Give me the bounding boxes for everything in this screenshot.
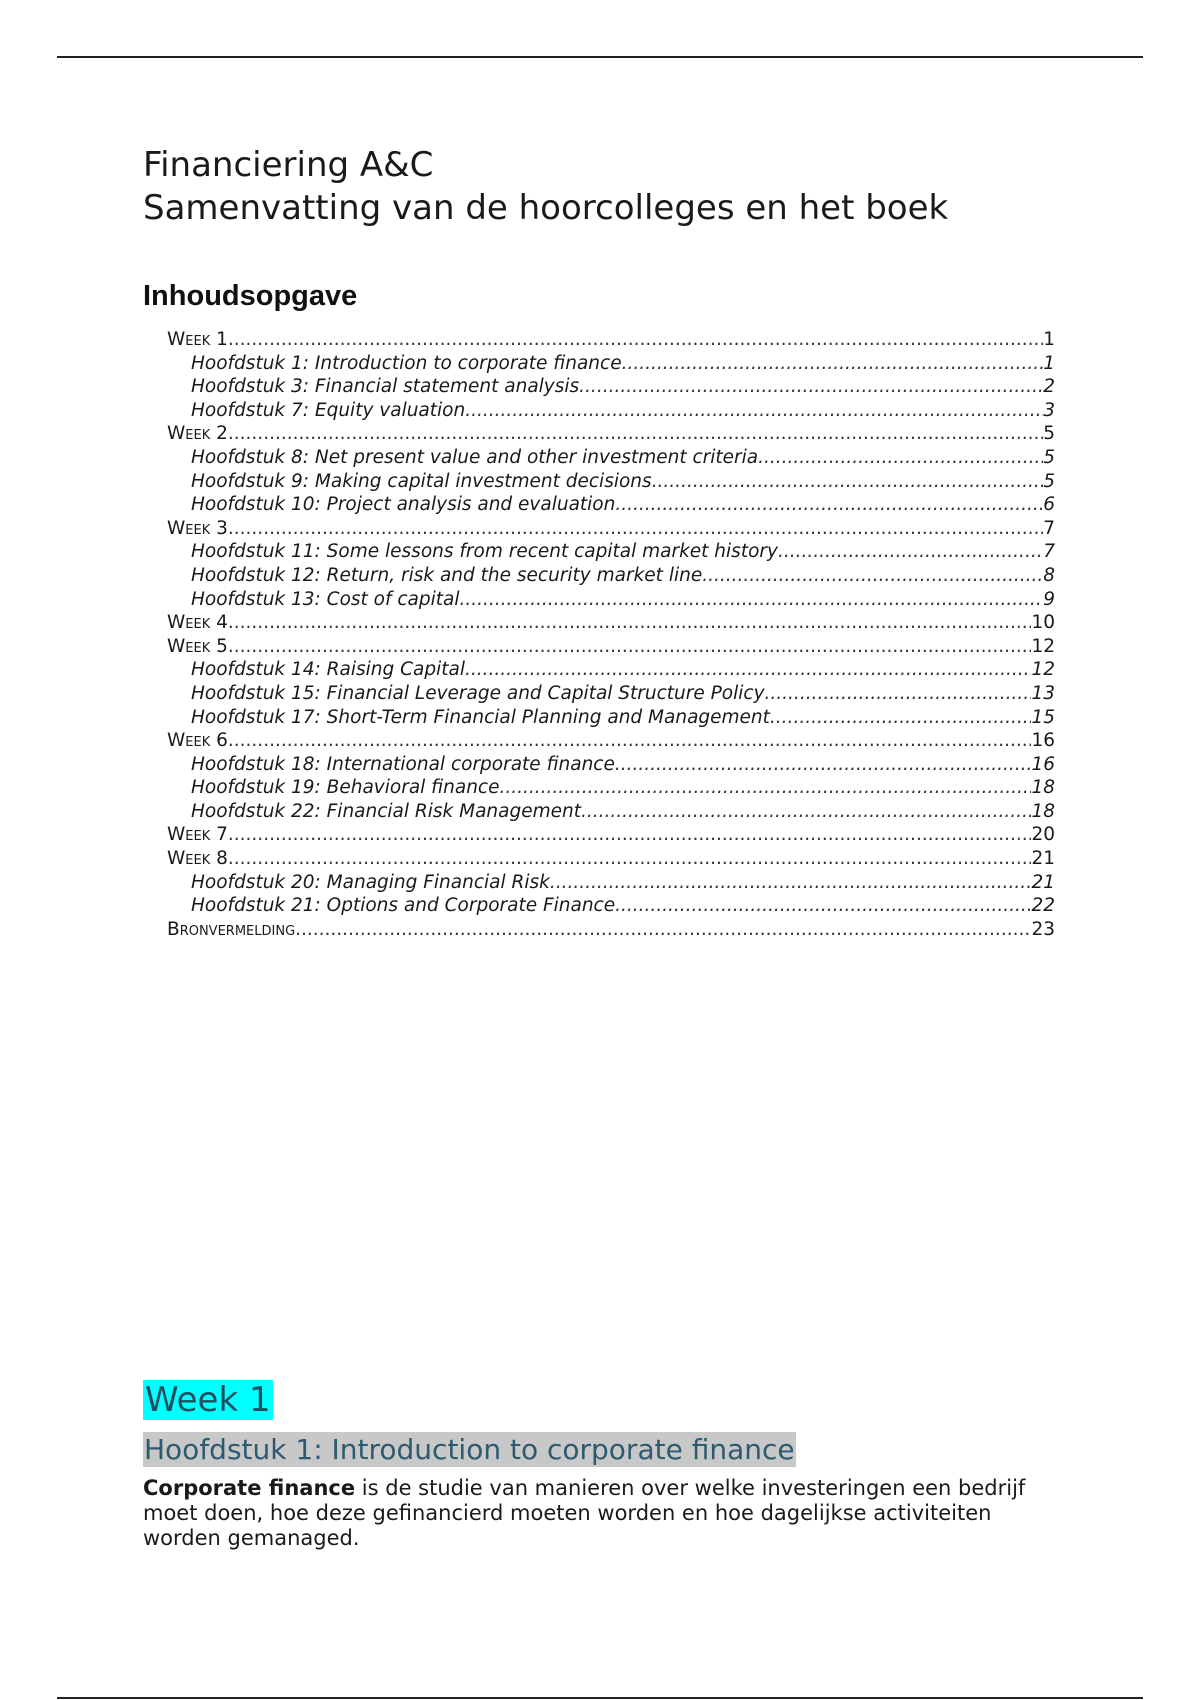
toc-entry-label: Hoofdstuk 12: Return, risk and the security market line xyxy=(191,564,703,586)
toc-page-number: 5 xyxy=(1043,470,1055,492)
toc-entry-label: Week 5 xyxy=(167,635,228,657)
toc-page-number: 15 xyxy=(1031,706,1055,728)
toc-entry-chapter[interactable] xyxy=(143,589,1055,613)
toc-page-number: 18 xyxy=(1031,777,1055,799)
toc-entry-chapter[interactable] xyxy=(143,353,1055,377)
toc-page-number: 8 xyxy=(1043,564,1055,586)
toc-entry-label: Week 1 xyxy=(167,329,228,350)
toc-entry-label: Hoofdstuk 13: Cost of capital xyxy=(191,588,460,610)
toc-entry-week[interactable] xyxy=(143,518,1055,542)
toc-entry-chapter[interactable] xyxy=(143,659,1055,683)
toc-page-number: 5 xyxy=(1043,423,1055,445)
toc-entry-label: Hoofdstuk 14: Raising Capital xyxy=(191,659,465,681)
toc-leader-dots xyxy=(228,848,1032,869)
toc-entry-week[interactable] xyxy=(143,919,1055,943)
toc-entry-label: Hoofdstuk 15: Financial Leverage and Capital Structure Policy xyxy=(191,682,765,704)
toc-entry-chapter[interactable] xyxy=(143,872,1055,896)
toc-entry-label: Hoofdstuk 18: International corporate finance xyxy=(191,753,615,775)
title-line-2: Samenvatting van de hoorcolleges en het boek xyxy=(143,188,949,228)
term-bold: Corporate finance xyxy=(143,1476,356,1500)
toc-entry-chapter[interactable] xyxy=(143,565,1055,589)
toc-entry-label: Hoofdstuk 20: Managing Financial Risk xyxy=(191,871,550,893)
toc-entry-week[interactable] xyxy=(143,612,1055,636)
toc-page-number: 23 xyxy=(1031,918,1055,940)
toc-leader-dots xyxy=(228,730,1032,751)
toc-heading: Inhoudsopgave xyxy=(143,280,358,312)
toc-leader-dots xyxy=(615,494,1043,515)
toc-page-number: 18 xyxy=(1031,800,1055,822)
toc-entry-chapter[interactable] xyxy=(143,471,1055,495)
toc-page-number: 13 xyxy=(1031,682,1055,704)
toc-leader-dots xyxy=(465,400,1043,421)
toc-entry-chapter[interactable] xyxy=(143,541,1055,565)
toc-leader-dots xyxy=(228,824,1032,845)
toc-leader-dots xyxy=(228,423,1043,444)
toc-page-number: 3 xyxy=(1043,399,1055,421)
toc-entry-label: Hoofdstuk 3: Financial statement analysis xyxy=(191,376,580,398)
toc-leader-dots xyxy=(579,376,1043,397)
toc-entry-label: Week 3 xyxy=(167,517,228,539)
toc-entry-label: Hoofdstuk 19: Behavioral finance xyxy=(191,777,500,799)
toc-leader-dots xyxy=(499,777,1031,798)
toc-page-number: 20 xyxy=(1031,824,1055,846)
toc-leader-dots xyxy=(295,919,1031,940)
toc-entry-label: Hoofdstuk 7: Equity valuation xyxy=(191,399,466,421)
toc-leader-dots xyxy=(228,636,1032,657)
toc-leader-dots xyxy=(770,707,1032,728)
title-line-1: Financiering A&C xyxy=(143,145,434,185)
toc-entry-week[interactable] xyxy=(143,329,1055,353)
toc-entry-chapter[interactable] xyxy=(143,801,1055,825)
toc-page-number: 6 xyxy=(1043,494,1055,516)
toc-entry-week[interactable] xyxy=(143,636,1055,660)
toc-entry-chapter[interactable] xyxy=(143,494,1055,518)
toc-entry-label: Week 7 xyxy=(167,824,228,846)
toc-leader-dots xyxy=(465,659,1031,680)
toc-page-number: 21 xyxy=(1031,848,1055,870)
toc-page-number: 22 xyxy=(1031,895,1055,917)
toc-page-number: 1 xyxy=(1043,352,1055,374)
toc-entry-week[interactable] xyxy=(143,730,1055,754)
toc-leader-dots xyxy=(702,565,1043,586)
toc-page-number: 5 xyxy=(1043,446,1055,468)
toc-leader-dots xyxy=(615,895,1031,916)
toc-leader-dots xyxy=(550,872,1032,893)
toc-page-number: 9 xyxy=(1043,588,1055,610)
toc-page-number: 16 xyxy=(1031,753,1055,775)
toc-leader-dots xyxy=(778,541,1043,562)
toc-entry-chapter[interactable] xyxy=(143,376,1055,400)
toc-leader-dots xyxy=(581,801,1031,822)
top-rule xyxy=(57,56,1143,58)
toc-entry-week[interactable] xyxy=(143,423,1055,447)
toc-entry-label: Week 6 xyxy=(167,730,228,752)
toc-page-number: 21 xyxy=(1031,871,1055,893)
toc-entry-label: Bronvermelding xyxy=(167,918,296,940)
toc-entry-label: Hoofdstuk 22: Financial Risk Management xyxy=(191,800,581,822)
toc-entry-label: Hoofdstuk 11: Some lessons from recent capital market history xyxy=(191,541,778,563)
toc-entry-chapter[interactable] xyxy=(143,777,1055,801)
toc-entry-label: Hoofdstuk 21: Options and Corporate Finance xyxy=(191,895,616,917)
toc-entry-week[interactable] xyxy=(143,824,1055,848)
toc-leader-dots xyxy=(758,447,1043,468)
toc-entry-label: Hoofdstuk 8: Net present value and other investment criteria xyxy=(191,446,759,468)
toc-page-number: 1 xyxy=(1043,329,1055,350)
toc-entry-label: Week 2 xyxy=(167,423,228,445)
toc-entry-chapter[interactable] xyxy=(143,754,1055,778)
bottom-rule xyxy=(57,1697,1143,1699)
toc-page-number: 12 xyxy=(1031,635,1055,657)
section-chapter-heading: Hoofdstuk 1: Introduction to corporate finance xyxy=(144,1433,795,1466)
toc-page-number: 7 xyxy=(1043,541,1055,563)
toc-entry-label: Hoofdstuk 17: Short-Term Financial Planning and Management xyxy=(191,706,770,728)
body-paragraph xyxy=(143,1476,1043,1551)
toc-entry-week[interactable] xyxy=(143,848,1055,872)
document-title xyxy=(143,144,948,230)
toc-leader-dots xyxy=(622,353,1044,374)
section-week-heading: Week 1 xyxy=(145,1380,271,1420)
toc-entry-chapter[interactable] xyxy=(143,447,1055,471)
toc-leader-dots xyxy=(228,329,1043,350)
toc-entry-chapter[interactable] xyxy=(143,400,1055,424)
toc-page-number: 10 xyxy=(1031,612,1055,634)
toc-entry-label: Week 4 xyxy=(167,612,228,634)
toc-page-number: 2 xyxy=(1043,376,1055,398)
toc-leader-dots xyxy=(460,589,1044,610)
toc-entry-chapter[interactable] xyxy=(143,707,1055,731)
paragraph-text: is de studie van manieren over welke investeringen een bedrijf moet doen, hoe deze gefinancierd moeten worden en hoe dagelijkse activiteiten worden gemanaged. xyxy=(143,1476,1026,1550)
toc-entry-chapter[interactable] xyxy=(143,895,1055,919)
toc-entry-label: Hoofdstuk 1: Introduction to corporate finance xyxy=(191,352,622,374)
toc-entry-label: Week 8 xyxy=(167,848,228,870)
toc-leader-dots xyxy=(652,471,1044,492)
table-of-contents xyxy=(143,329,1055,942)
toc-entry-chapter[interactable] xyxy=(143,683,1055,707)
toc-leader-dots xyxy=(765,683,1032,704)
toc-entry-label: Hoofdstuk 9: Making capital investment decisions xyxy=(191,470,652,492)
toc-leader-dots xyxy=(228,612,1032,633)
toc-page-number: 7 xyxy=(1043,517,1055,539)
toc-leader-dots xyxy=(228,518,1043,539)
toc-entry-label: Hoofdstuk 10: Project analysis and evaluation xyxy=(191,494,616,516)
toc-leader-dots xyxy=(615,754,1032,775)
toc-page-number: 16 xyxy=(1031,730,1055,752)
toc-page-number: 12 xyxy=(1031,659,1055,681)
